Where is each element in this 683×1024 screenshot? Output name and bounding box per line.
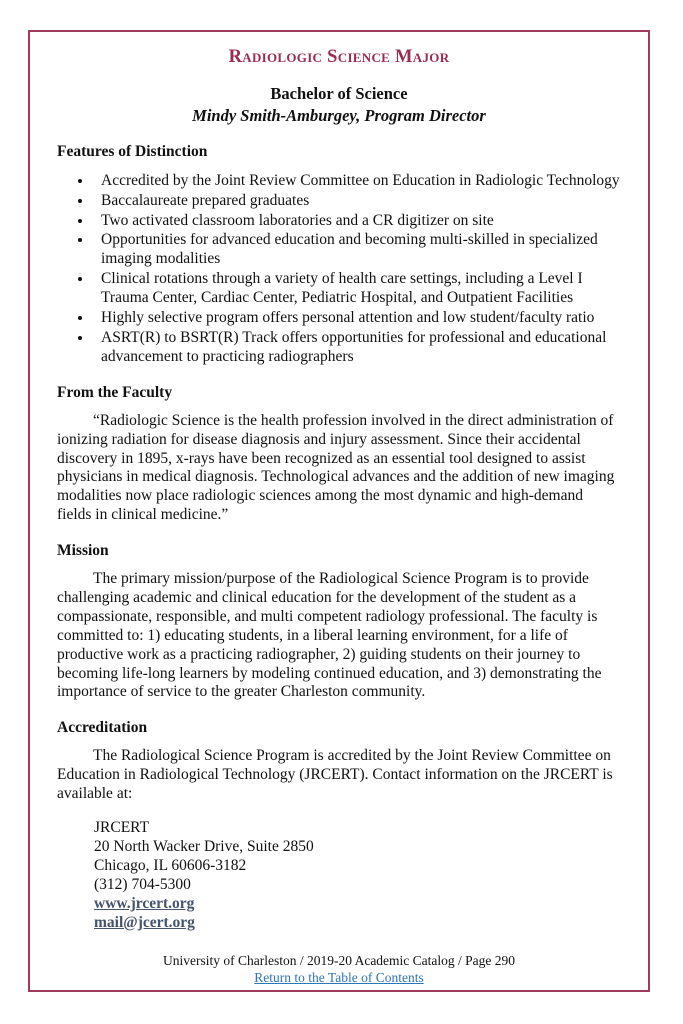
jrcert-website-link[interactable]: www.jrcert.org <box>94 894 195 912</box>
faculty-paragraph: “Radiologic Science is the health profession involved in the direct administration of ionizing radiation for disease diagnosis and injury assessment. Since their accidental discovery in 1895, x-rays have been recognized as an essential tool designed to assist physicians in medical diagnosis. Technological advances and the addition of new imaging modalities now place radiologic sciences among the most dynamic and high-demand fields in clinical medicine.” <box>57 411 615 524</box>
address-block <box>94 819 621 932</box>
address-line: Chicago, IL 60606-3182 <box>94 856 247 874</box>
section-heading-faculty: From the Faculty <box>57 383 173 401</box>
program-director: Mindy Smith-Amburgey, Program Director <box>192 105 486 125</box>
list-item: • Baccalaureate prepared graduates <box>93 192 621 211</box>
toc-link[interactable]: Return to the Table of Contents <box>254 970 424 986</box>
page-border <box>28 30 650 992</box>
address-line: (312) 704-5300 <box>94 875 191 893</box>
list-item: • Highly selective program offers personal attention and low student/faculty ratio <box>93 309 621 328</box>
list-item: • Clinical rotations through a variety of health care settings, including a Level I Trauma Center, Cardiac Center, Pediatric Hospital, and Outpatient Facilities <box>93 270 621 308</box>
address-line: 20 North Wacker Drive, Suite 2850 <box>94 837 314 855</box>
features-list <box>57 172 621 367</box>
document-content <box>30 32 648 932</box>
page-footer <box>30 953 648 987</box>
list-item: • Opportunities for advanced education and becoming multi-skilled in specialized imaging modalities <box>93 231 621 269</box>
address-line: JRCERT <box>94 819 150 836</box>
mission-paragraph: The primary mission/purpose of the Radiological Science Program is to provide challenging academic and clinical education for the development of the student as a compassionate, responsible, and multi competent radiology professional. The faculty is committed to: 1) educating students, in a liberal learning environment, for a life of productive work as a practicing radiographer, 2) guiding students on their journey to becoming life-long learners by modeling continued education, and 3) demonstrating the importance of service to the greater Charleston community. <box>57 570 602 701</box>
degree-title: Bachelor of Science <box>270 83 408 103</box>
footer-text: University of Charleston / 2019-20 Academic Catalog / Page 290 <box>162 953 516 969</box>
section-heading-features: Features of Distinction <box>57 142 208 160</box>
section-heading-mission: Mission <box>57 542 109 560</box>
list-item: • Accredited by the Joint Review Committee on Education in Radiologic Technology <box>93 172 621 191</box>
jrcert-mail-link[interactable]: mail@jcert.org <box>94 913 195 931</box>
accreditation-paragraph: The Radiological Science Program is accredited by the Joint Review Committee on Education in Radiological Technology (JRCERT). Contact information on the JRCERT is available at: <box>57 747 613 803</box>
list-item: • Two activated classroom laboratories and a CR digitizer on site <box>93 212 621 231</box>
list-item: • ASRT(R) to BSRT(R) Track offers opportunities for professional and educational advancement to practicing radiographers <box>93 329 621 367</box>
section-heading-accreditation: Accreditation <box>57 719 148 737</box>
page-title: Radiologic Science Major <box>228 47 450 67</box>
